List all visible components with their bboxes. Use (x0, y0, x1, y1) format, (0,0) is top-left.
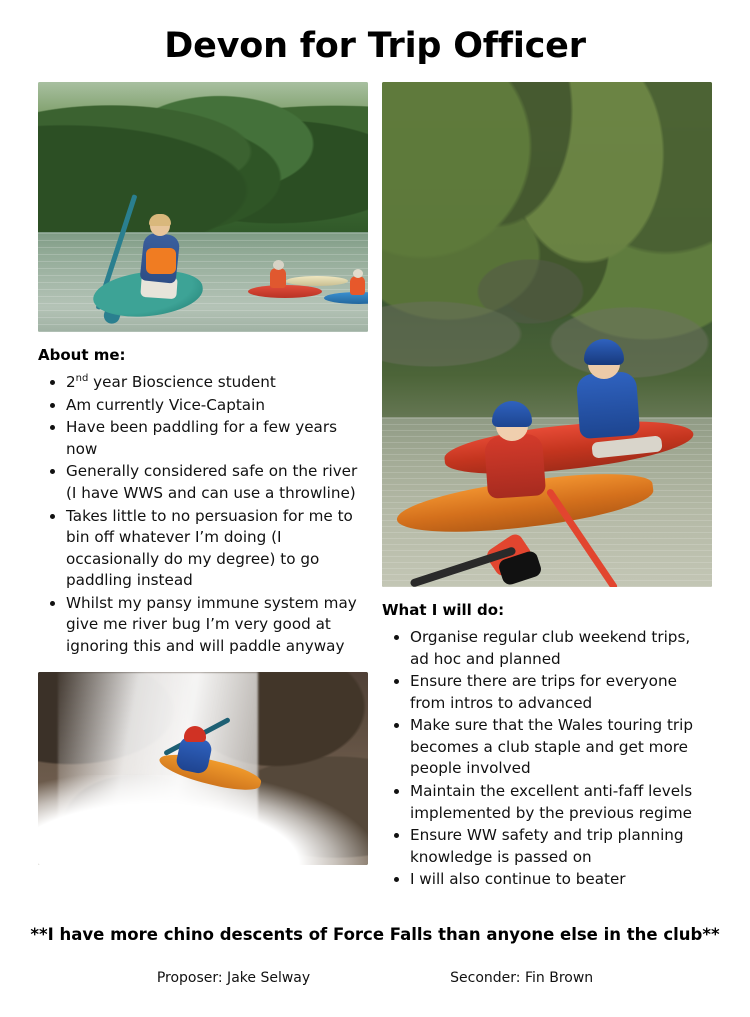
photo-kayaker-front-torso (484, 433, 546, 499)
about-list (38, 372, 368, 658)
list-item: • Ensure there are trips for everyone from intros to advanced (410, 671, 712, 714)
list-item: • Have been paddling for a few years now (66, 417, 368, 460)
photo-kayaker-back-torso (576, 371, 640, 439)
list-item: • I will also continue to beater (410, 869, 712, 891)
list-item: • Generally considered safe on the river (I have WWS and can use a throwline) (66, 461, 368, 504)
list-item: • Maintain the excellent anti-faff levels implemented by the previous regime (410, 781, 712, 824)
paddleboard-photo (38, 82, 368, 332)
list-item: • Takes little to no persuasion for me to bin off whatever I’m doing (I occasionally do my degree) to go paddling instead (66, 506, 368, 592)
list-item (66, 372, 368, 394)
waterfall-photo (38, 672, 368, 865)
photo-kayaker-blue (350, 276, 365, 295)
photo-rock-face (382, 232, 712, 402)
about-point-number: 2 (66, 373, 76, 392)
tagline: **I have more chino descents of Force Falls than anyone else in the club** (30, 925, 720, 944)
about-heading: About me: (38, 346, 126, 364)
list-item: • Ensure WW safety and trip planning knowledge is passed on (410, 825, 712, 868)
gorge-kayakers-photo (382, 82, 712, 587)
photo-treeline (38, 82, 368, 237)
right-column (382, 82, 712, 892)
plan-heading: What I will do: (382, 601, 505, 619)
photo-kayaker-red (270, 268, 286, 288)
plan-list (382, 627, 712, 891)
list-item: • Organise regular club weekend trips, ad hoc and planned (410, 627, 712, 670)
photo-paddler-buoyancy-aid (146, 248, 176, 274)
page-title: Devon for Trip Officer (164, 26, 586, 66)
proposer: Proposer: Jake Selway (156, 970, 311, 986)
photo-paddler-hair (149, 214, 171, 226)
signoff-row (0, 970, 750, 986)
about-point-ordinal: nd (75, 373, 89, 384)
list-item: • Whilst my pansy immune system may give me river bug I’m very good at ignoring this and will paddle anyway (66, 593, 368, 658)
photo-kayaker-blue-head (353, 269, 363, 278)
photo-kayaker-red-head (273, 260, 284, 270)
photo-foam (38, 775, 368, 865)
seconder: Seconder: Fin Brown (450, 970, 594, 986)
list-item: • Am currently Vice-Captain (66, 395, 368, 417)
left-column (38, 82, 368, 865)
list-item: • Make sure that the Wales touring trip becomes a club staple and get more people involved (410, 715, 712, 780)
about-point-rest: year Bioscience student (88, 373, 276, 392)
